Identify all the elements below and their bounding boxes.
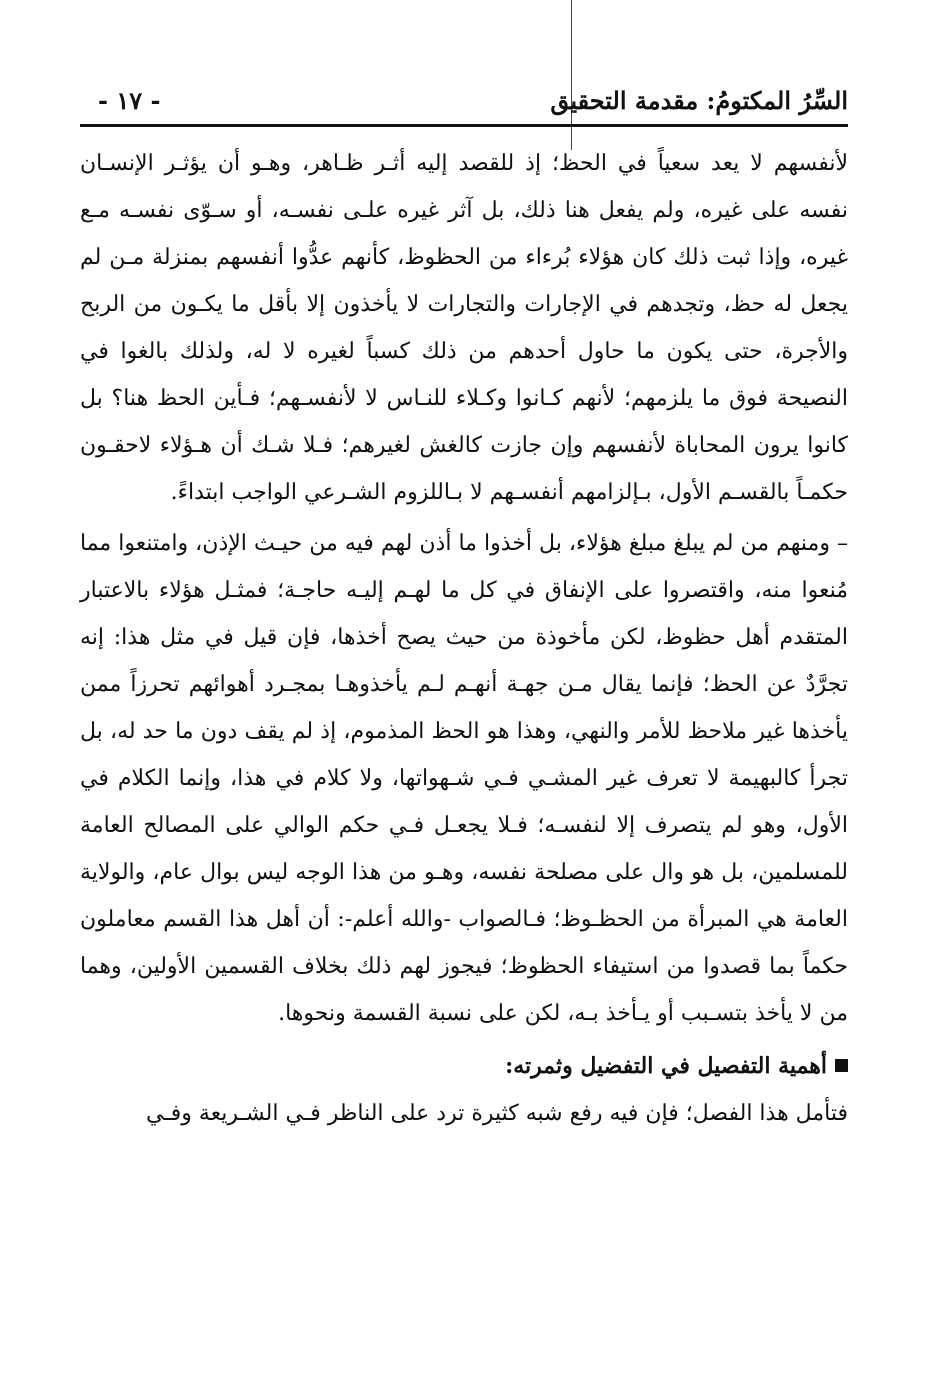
page-number: - ١٧ - [98, 86, 161, 115]
paragraph-3: فتأمل هذا الفصل؛ فإن فيه رفع شبه كثيرة ترد على الناظر فـي الشـريعة وفـي [145, 1101, 848, 1126]
paragraph-2: – ومنهم من لم يبلغ مبلغ هؤلاء، بل أخذوا ما أذن لهم فيه من حيـث الإذن، وامتنعوا مما مُنعوا منه، واقتصروا على الإنفاق في كل ما لهـم إليـه حاجـة؛ فمثـل هؤلاء بالاعتبار المتقدم أهل حظوظ، لكن مأخوذة من حيث يصح أخذها، فإن قيل في مثل هذا: إنه تجرَّدٌ عن الحظ؛ فإنما يقال مـن جهـة أنهـم لـم يأخذوهـا بمجـرد أهوائهم تحرزاً ممن يأخذها غير ملاحظ للأمر والنهي، وهذا هو الحظ المذموم، إذ لم يقف دون ما حد له، بل تجرأ كالبهيمة لا تعرف غير المشـي فـي شـهواتها، ولا كلام في هذا، وإنما الكلام في الأول، وهو لم يتصرف إلا لنفسـه؛ فـلا يجعـل فـي حكم الوالي على المصالح العامة للمسلمين، بل هو وال على مصلحة نفسه، وهـو من هذا الوجه ليس بوال عام، والولاية العامة هي المبرأة من الحظـوظ؛ فـالصواب -والله أعلم-: أن أهل هذا القسم معاملون حكماً بما قصدوا من استيفاء الحظوظ؛ فيجوز لهم ذلك بخلاف القسمين الأولين، وهما من لا يأخذ بتسـبب أو يـأخذ بـه، لكن على نسبة القسمة ونحوها. [80, 531, 848, 1026]
header-divider [80, 124, 848, 127]
scan-artifact-line [571, 0, 572, 150]
section-heading-text: أهمية التفصيل في التفضيل وثمرته: [505, 1053, 827, 1079]
running-header [80, 80, 848, 122]
body-text [80, 140, 848, 1137]
header-title: السِّرُ المكتومُ: مقدمة التحقيق [550, 86, 848, 115]
section-heading [80, 1043, 848, 1090]
black-square-icon [835, 1059, 848, 1072]
paragraph-1: لأنفسهم لا يعد سعياً في الحظ؛ إذ للقصد إليه أثـر ظـاهر، وهـو أن يؤثـر الإنسـان نفسه على غيره، ولم يفعل هنا ذلك، بل آثر غيره علـى نفسـه، أو سـوّى نفسـه مـع غيره، وإذا ثبت ذلك كان هؤلاء بُرءاء من الحظوظ، كأنهم عدُّوا أنفسهم بمنزلة مـن لم يجعل له حظ، وتجدهم في الإجارات والتجارات لا يأخذون إلا بأقل ما يكـون من الربح والأجرة، حتى يكون ما حاول أحدهم من ذلك كسباً لغيره لا له، ولذلك بالغوا في النصيحة فوق ما يلزمهم؛ لأنهم كـانوا وكـلاء للنـاس لا لأنفسـهم؛ فـأين الحظ هنا؟ بل كانوا يرون المحاباة لأنفسهم وإن جازت كالغش لغيرهم؛ فـلا شـك أن هـؤلاء لاحقـون حكمـاً بالقسـم الأول، بـإلزامهم أنفسـهم لا بـاللزوم الشـرعي الواجب ابتداءً. [80, 151, 848, 505]
